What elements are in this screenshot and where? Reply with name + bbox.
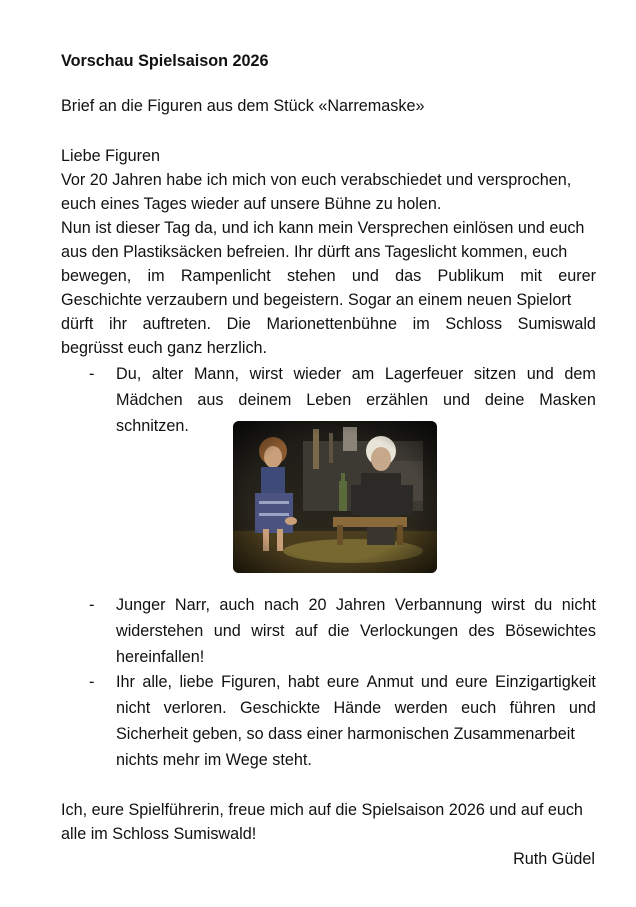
word: Du,: [116, 365, 142, 383]
closing-line: Ich, eure Spielführerin, freue mich auf die Spielsaison 2026 und auf euch: [61, 801, 583, 819]
word: Anmut: [366, 673, 414, 691]
word: Mann,: [193, 365, 239, 383]
word: dem: [564, 365, 596, 383]
bullet-line-justified: [116, 364, 596, 384]
intro-line: aus den Plastiksäcken befreien. Ihr dürft ans Tageslicht kommen, euch: [61, 243, 568, 261]
word: am: [351, 365, 375, 383]
bullet-dash: -: [89, 596, 95, 614]
word: dürft: [61, 315, 94, 333]
word: Jahren: [335, 596, 386, 614]
word: bewegen,: [61, 267, 132, 285]
bullet-line: nichts mehr im Wege steht.: [116, 751, 312, 769]
word: widerstehen: [116, 622, 204, 640]
greeting: Liebe Figuren: [61, 147, 160, 165]
bullet-line-justified: [116, 621, 596, 641]
word: Marionettenbühne: [266, 315, 398, 333]
word: Bösewichtes: [505, 622, 596, 640]
word: und: [526, 365, 554, 383]
word: und: [213, 622, 241, 640]
word: des: [468, 622, 495, 640]
word: alter: [151, 365, 184, 383]
word: und: [420, 673, 448, 691]
word: führen: [509, 699, 556, 717]
intro-line: Geschichte verzaubern und begeistern. Sogar an einem neuen Spielort: [61, 291, 572, 309]
word: mit: [520, 267, 542, 285]
word: und: [442, 391, 470, 409]
word: auf: [294, 622, 318, 640]
intro-line: Nun ist dieser Tag da, und ich kann mein Versprechen einlösen und euch: [61, 219, 585, 237]
page-title: Vorschau Spielsaison 2026: [61, 52, 269, 70]
word: Mädchen: [116, 391, 183, 409]
bullet-line-justified: [116, 390, 596, 410]
word: das: [395, 267, 422, 285]
word: erzählen: [366, 391, 429, 409]
intro-line-justified: [61, 314, 596, 334]
letter-subtitle: Brief an die Figuren aus dem Stück «Narremaske»: [61, 97, 425, 115]
word: eurer: [558, 267, 596, 285]
word: sitzen: [473, 365, 517, 383]
word: Lagerfeuer: [384, 365, 464, 383]
word: Masken: [539, 391, 596, 409]
word: aus: [197, 391, 224, 409]
bullet-line-justified: [116, 698, 596, 718]
word: eure: [326, 673, 360, 691]
word: die: [327, 622, 350, 640]
word: im: [147, 267, 165, 285]
closing-line: alle im Schloss Sumiswald!: [61, 825, 257, 843]
word: habt: [287, 673, 320, 691]
bullet-dash: -: [89, 673, 95, 691]
word: Junger: [116, 596, 166, 614]
word: nicht: [561, 596, 596, 614]
bullet-line: hereinfallen!: [116, 648, 205, 666]
word: deine: [484, 391, 525, 409]
word: nicht: [116, 699, 151, 717]
intro-line: begrüsst euch ganz herzlich.: [61, 339, 268, 357]
bullet-line-justified: [116, 672, 596, 692]
word: Publikum: [437, 267, 505, 285]
word: liebe: [179, 673, 214, 691]
word: wirst: [249, 365, 283, 383]
signature: Ruth Güdel: [513, 850, 595, 868]
bullet-line-justified: [116, 595, 596, 615]
bullet-dash: -: [89, 365, 95, 383]
word: wieder: [293, 365, 342, 383]
word: stehen: [287, 267, 336, 285]
word: wirst: [251, 622, 285, 640]
word: 20: [308, 596, 327, 614]
word: euch: [461, 699, 497, 717]
word: Verlockungen: [359, 622, 459, 640]
word: ihr: [109, 315, 128, 333]
intro-line-justified: [61, 266, 596, 286]
intro-line: euch eines Tages wieder auf unsere Bühne zu holen.: [61, 195, 442, 213]
marionettes-photo: [233, 421, 437, 573]
word: Narr,: [174, 596, 210, 614]
word: Sumiswald: [517, 315, 596, 333]
bullet-line: schnitzen.: [116, 417, 189, 435]
word: verloren.: [163, 699, 227, 717]
word: Verbannung: [394, 596, 483, 614]
word: auch: [219, 596, 255, 614]
word: Geschickte: [240, 699, 321, 717]
word: Rampenlicht: [180, 267, 271, 285]
word: und: [351, 267, 379, 285]
word: alle,: [142, 673, 173, 691]
word: deinem: [238, 391, 292, 409]
word: Die: [226, 315, 251, 333]
bullet-line: Sicherheit geben, so dass einer harmonischen Zusammenarbeit: [116, 725, 575, 743]
word: eure: [455, 673, 488, 691]
word: werden: [394, 699, 448, 717]
word: Figuren,: [221, 673, 281, 691]
intro-line: Vor 20 Jahren habe ich mich von euch verabschiedet und versprochen,: [61, 171, 572, 189]
word: Ihr: [116, 673, 135, 691]
word: du: [534, 596, 553, 614]
word: Einzigartigkeit: [495, 673, 596, 691]
word: Hände: [333, 699, 382, 717]
word: Schloss: [445, 315, 503, 333]
word: Leben: [306, 391, 352, 409]
word: im: [412, 315, 430, 333]
word: wirst: [491, 596, 525, 614]
word: und: [568, 699, 596, 717]
word: auftreten.: [142, 315, 212, 333]
word: nach: [263, 596, 300, 614]
